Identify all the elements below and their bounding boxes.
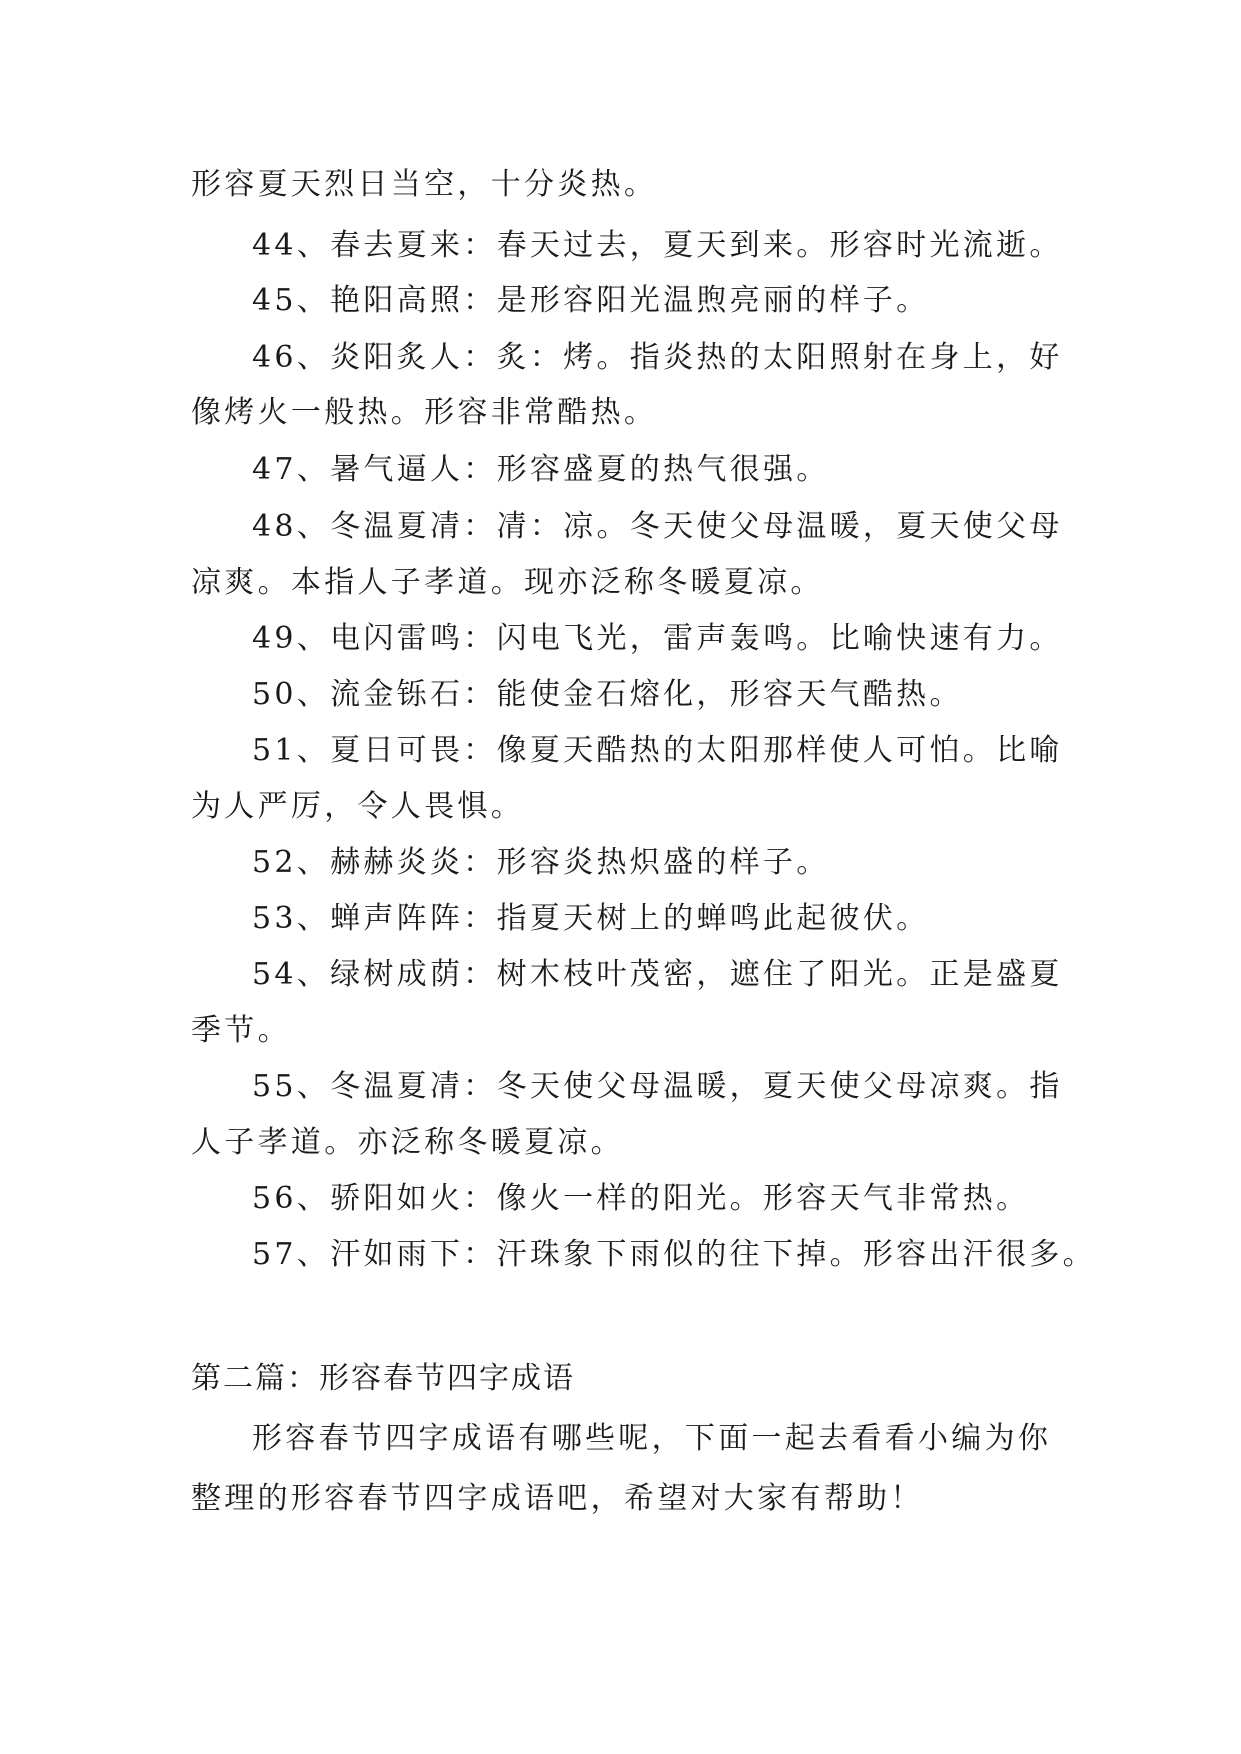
paragraph-line: 季节。 xyxy=(191,1013,291,1048)
paragraph-line: 像烤火一般热。形容非常酷热。 xyxy=(191,395,658,430)
paragraph-line: 53、蝉声阵阵：指夏天树上的蝉鸣此起彼伏。 xyxy=(252,901,930,936)
intro-line: 形容春节四字成语有哪些呢，下面一起去看看小编为你 xyxy=(252,1421,1052,1456)
paragraph-line: 56、骄阳如火：像火一样的阳光。形容天气非常热。 xyxy=(252,1181,1030,1216)
paragraph-line: 为人严厉，令人畏惧。 xyxy=(191,789,524,824)
paragraph-line: 形容夏天烈日当空，十分炎热。 xyxy=(191,167,658,202)
paragraph-line: 57、汗如雨下：汗珠象下雨似的往下掉。形容出汗很多。 xyxy=(252,1237,1096,1272)
paragraph-line: 50、流金铄石：能使金石熔化，形容天气酷热。 xyxy=(252,677,963,712)
paragraph-line: 54、绿树成荫：树木枝叶茂密，遮住了阳光。正是盛夏 xyxy=(252,957,1063,992)
paragraph-line: 45、艳阳高照：是形容阳光温煦亮丽的样子。 xyxy=(252,283,930,318)
paragraph-line: 46、炎阳炙人：炙：烤。指炎热的太阳照射在身上，好 xyxy=(252,340,1063,375)
paragraph-line: 52、赫赫炎炎：形容炎热炽盛的样子。 xyxy=(252,845,830,880)
section-title: 第二篇：形容春节四字成语 xyxy=(191,1361,575,1396)
paragraph-line: 49、电闪雷鸣：闪电飞光，雷声轰鸣。比喻快速有力。 xyxy=(252,621,1063,656)
paragraph-line: 48、冬温夏凊：凊：凉。冬天使父母温暖，夏天使父母 xyxy=(252,509,1063,544)
paragraph-line: 凉爽。本指人子孝道。现亦泛称冬暖夏凉。 xyxy=(191,565,824,600)
paragraph-line: 51、夏日可畏：像夏天酷热的太阳那样使人可怕。比喻 xyxy=(252,733,1063,768)
paragraph-line: 55、冬温夏凊：冬天使父母温暖，夏天使父母凉爽。指 xyxy=(252,1069,1063,1104)
intro-line: 整理的形容春节四字成语吧，希望对大家有帮助！ xyxy=(191,1481,924,1516)
paragraph-line: 44、春去夏来：春天过去，夏天到来。形容时光流逝。 xyxy=(252,228,1063,263)
paragraph-line: 人子孝道。亦泛称冬暖夏凉。 xyxy=(191,1125,624,1160)
paragraph-line: 47、暑气逼人：形容盛夏的热气很强。 xyxy=(252,452,830,487)
